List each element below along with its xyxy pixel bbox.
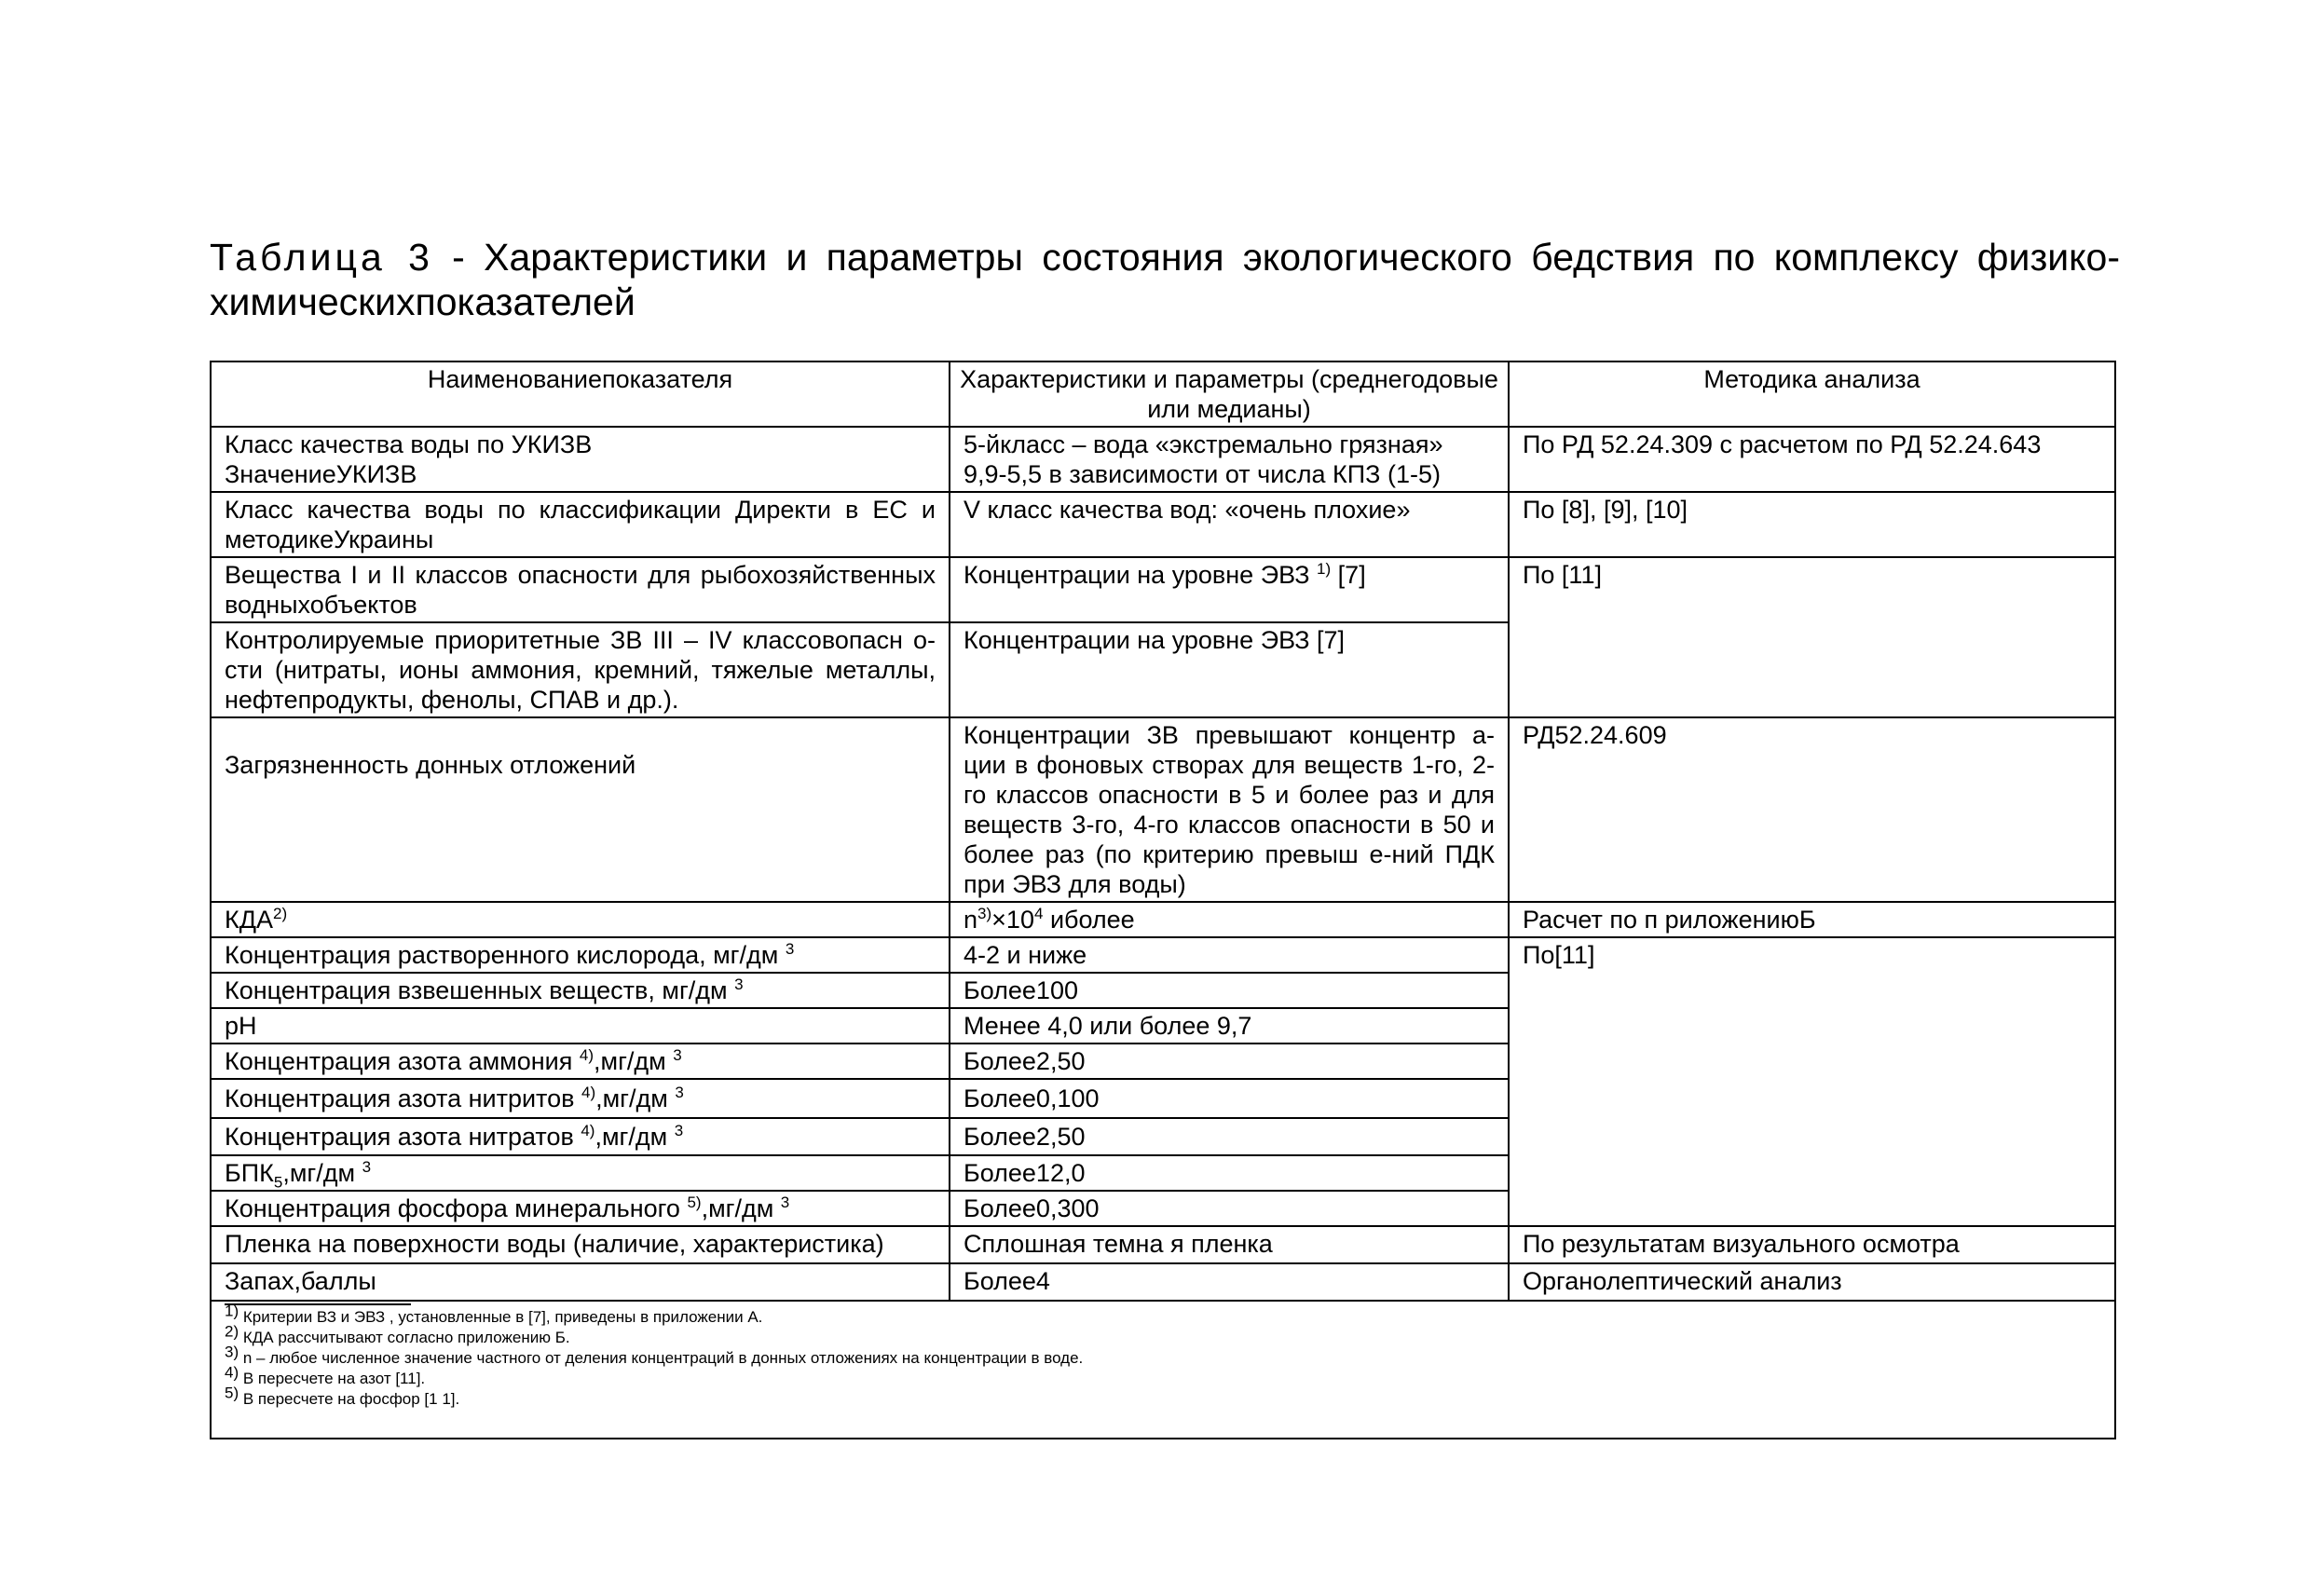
indicator-cell (211, 902, 950, 937)
table-number: Таблица 3 (210, 236, 433, 279)
parameter-cell (950, 902, 1509, 937)
parameter-cell: Менее 4,0 или более 9,7 (950, 1008, 1509, 1044)
table-caption: - Характеристики и параметры состояния экологического бедствия по комплексу физико-химическихпоказателей (210, 236, 2121, 323)
method-cell: По [11] (1509, 557, 2115, 717)
indicator-cell: Пленка на поверхности воды (наличие, характеристика) (211, 1226, 950, 1263)
footnote-ref: 4) (579, 1046, 594, 1064)
indicator-cell (211, 1155, 950, 1191)
footnote-text: В пересчете на фосфор [1 1]. (239, 1390, 460, 1408)
indicator-text: Концентрация азота нитритов (225, 1084, 581, 1112)
parameter-cell: Более12,0 (950, 1155, 1509, 1191)
indicator-cell (211, 1044, 950, 1079)
footnote-text: КДА рассчитывают согласно приложению Б. (239, 1329, 570, 1346)
parameter-cell: Более2,50 (950, 1044, 1509, 1079)
footnote-ref: 5) (687, 1194, 702, 1211)
indicator-text: Концентрация взвешенных веществ, мг/дм (225, 976, 728, 1004)
table-row (211, 492, 2115, 557)
footnote-ref: 4) (581, 1084, 596, 1101)
indicator-text: ЗначениеУКИЗВ (225, 460, 417, 488)
exponent: 3 (785, 940, 795, 958)
indicator-cell: Класс качества воды по классификации Директи в ЕС и методикеУкраины (211, 492, 950, 557)
indicator-cell (211, 973, 950, 1008)
parameter-cell: 4-2 и ниже (950, 937, 1509, 973)
parameter-cell: Сплошная темна я пленка (950, 1226, 1509, 1263)
table-row (211, 557, 2115, 622)
parameter-cell: Более100 (950, 973, 1509, 1008)
footnote (225, 1322, 2101, 1348)
indicator-cell (211, 1191, 950, 1226)
parameter-cell: Более4 (950, 1263, 1509, 1301)
parameter-text: 5-йкласс – вода «экстремально грязная» (964, 430, 1443, 458)
header-method: Методика анализа (1509, 361, 2115, 427)
indicator-text: ,мг/дм (595, 1084, 676, 1112)
parameter-text: иболее (1043, 906, 1135, 934)
indicator-cell: Контролируемые приоритетные ЗВ III – IV классовопасн о-сти (нитраты, ионы аммония, кремний, тяжелые металлы, нефтепродукты, фенолы, СПАВ и др.). (211, 622, 950, 717)
footnotes-row (211, 1301, 2115, 1439)
footnote-text: В пересчете на азот [11]. (239, 1370, 426, 1387)
parameter-text: 9,9-5,5 в зависимости от числа КПЗ (1-5) (964, 460, 1441, 488)
exponent: 3 (362, 1158, 372, 1176)
footnote-ref: 4) (581, 1122, 595, 1139)
exponent: 3 (675, 1084, 684, 1101)
method-cell: По[11] (1509, 937, 2115, 1226)
footnote-mark: 5) (225, 1384, 239, 1402)
indicator-text: КДА (225, 906, 274, 934)
footnote (225, 1363, 2101, 1389)
parameter-cell: Более0,300 (950, 1191, 1509, 1226)
method-cell: По РД 52.24.309 с расчетом по РД 52.24.643 (1509, 427, 2115, 492)
table-row (211, 1226, 2115, 1263)
footnote-mark: 1) (225, 1302, 239, 1320)
method-cell: Органолептический анализ (1509, 1263, 2115, 1301)
parameter-cell: Концентрации ЗВ превышают концентр а-ции в фоновых створах для веществ 1-го, 2-го классов опасности в 5 и более раз и для веществ 3-го, 4-го классов опасности в 50 и более раз (по критерию превыш е-ний ПДК при ЭВЗ для воды) (950, 717, 1509, 902)
exponent: 3 (780, 1194, 790, 1211)
footnote (225, 1302, 2101, 1328)
exponent: 4 (1033, 905, 1044, 922)
method-cell: По [8], [9], [10] (1509, 492, 2115, 557)
indicator-text: ,мг/дм (594, 1047, 674, 1075)
indicator-text: Концентрация азота нитратов (225, 1123, 581, 1151)
indicator-text: Концентрация азота аммония (225, 1047, 580, 1075)
parameter-text: ×10 (991, 906, 1034, 934)
ecological-disaster-table (210, 361, 2116, 1439)
footnote (225, 1384, 2101, 1410)
indicator-cell: Вещества I и II классов опасности для рыбохозяйственных водныхобъектов (211, 557, 950, 622)
indicator-cell (211, 427, 950, 492)
method-cell: РД52.24.609 (1509, 717, 2115, 902)
indicator-cell: Запах,баллы (211, 1263, 950, 1301)
parameter-text: n (964, 906, 978, 934)
exponent: 3 (674, 1122, 684, 1139)
header-row (211, 361, 2115, 427)
table-row (211, 427, 2115, 492)
footnote-ref: 2) (273, 905, 288, 922)
indicator-cell (211, 937, 950, 973)
parameter-cell (950, 557, 1509, 622)
indicator-text: ,мг/дм (282, 1159, 362, 1187)
footnote-text: Критерии ВЗ и ЭВЗ , установленные в [7], приведены в приложении А. (239, 1308, 763, 1326)
table-row (211, 937, 2115, 973)
footnotes-cell (211, 1301, 2115, 1439)
header-indicator-name: Наименованиепоказателя (211, 361, 950, 427)
indicator-cell: pH (211, 1008, 950, 1044)
table-row (211, 902, 2115, 937)
footnote-mark: 2) (225, 1322, 239, 1341)
table-title (210, 235, 2120, 324)
indicator-text: Концентрация растворенного кислорода, мг/дм (225, 941, 779, 969)
parameter-text: [7] (1331, 561, 1366, 589)
parameter-text: Концентрации на уровне ЭВЗ (964, 561, 1310, 589)
parameter-cell: V класс качества вод: «очень плохие» (950, 492, 1509, 557)
indicator-text: ,мг/дм (701, 1194, 781, 1222)
indicator-text: Концентрация фосфора минерального (225, 1194, 688, 1222)
parameter-cell: Более0,100 (950, 1079, 1509, 1118)
parameter-cell (950, 427, 1509, 492)
subscript: 5 (273, 1173, 283, 1192)
indicator-text: БПК (225, 1159, 274, 1187)
indicator-text: Класс качества воды по УКИЗВ (225, 430, 593, 458)
indicator-cell (211, 1118, 950, 1155)
exponent: 3 (734, 975, 744, 993)
parameter-cell: Концентрации на уровне ЭВЗ [7] (950, 622, 1509, 717)
indicator-cell: Загрязненность донных отложений (211, 717, 950, 902)
indicator-text: ,мг/дм (595, 1123, 675, 1151)
footnote-text: n – любое численное значение частного от деления концентраций в донных отложениях на концентрации в воде. (239, 1349, 1084, 1367)
footnote-mark: 4) (225, 1363, 239, 1382)
footnote-ref: 1) (1317, 560, 1332, 578)
method-cell: По результатам визуального осмотра (1509, 1226, 2115, 1263)
footnote-mark: 3) (225, 1343, 239, 1361)
table-row (211, 1263, 2115, 1301)
header-characteristics: Характеристики и параметры (среднегодовые или медианы) (950, 361, 1509, 427)
footnote (225, 1343, 2101, 1369)
exponent: 3 (673, 1046, 682, 1064)
footnote-ref: 3) (977, 905, 992, 922)
table-row (211, 717, 2115, 902)
indicator-cell (211, 1079, 950, 1118)
footnote-separator (225, 1303, 411, 1305)
parameter-cell: Более2,50 (950, 1118, 1509, 1155)
method-cell: Расчет по п риложениюБ (1509, 902, 2115, 937)
